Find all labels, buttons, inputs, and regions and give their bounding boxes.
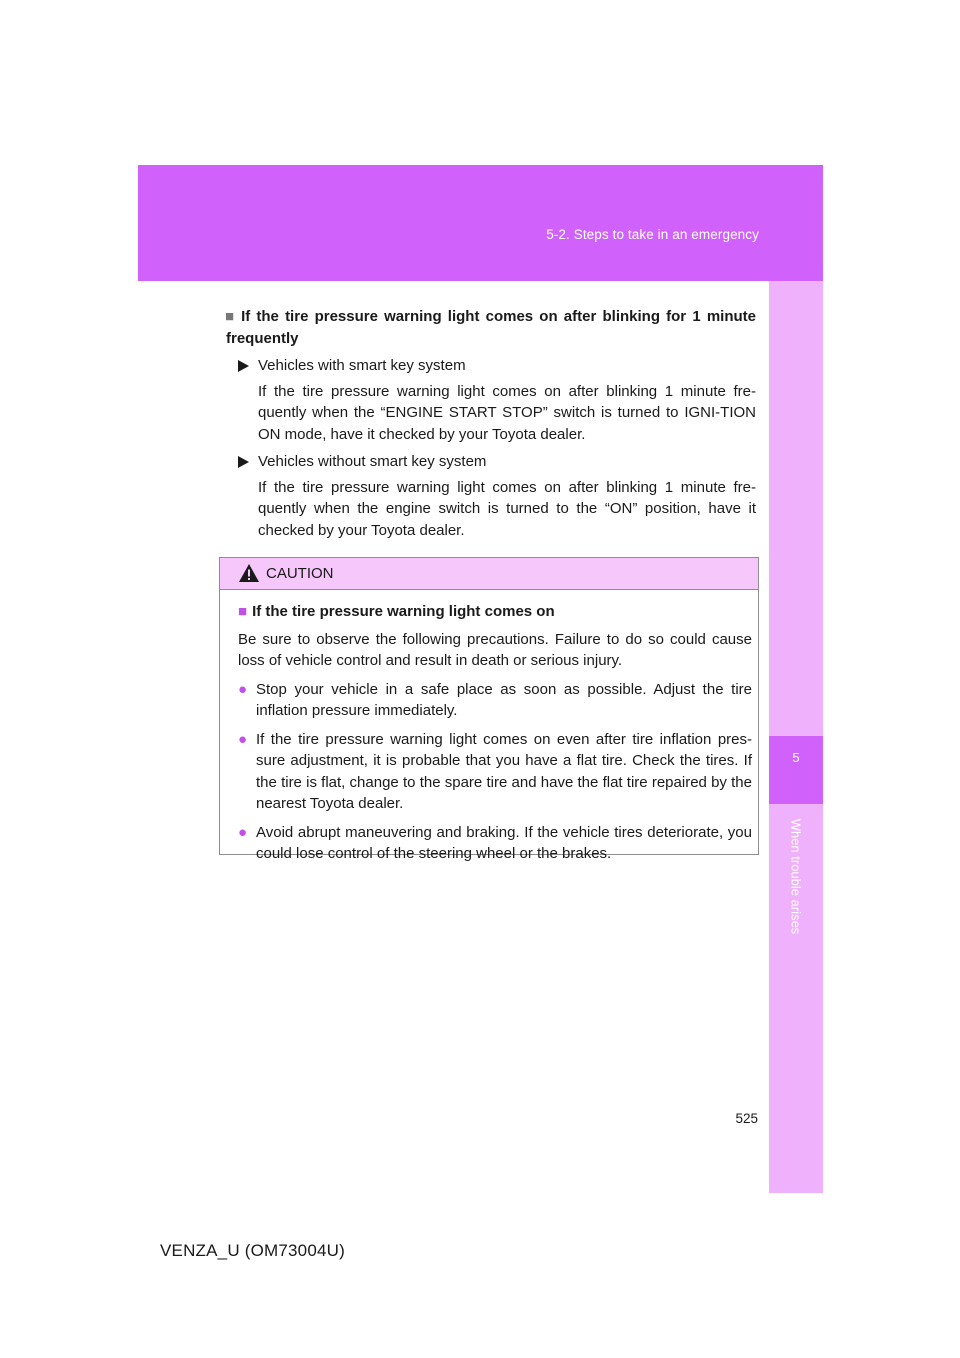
circle-bullet-icon: ● [238, 680, 248, 698]
section-breadcrumb: 5-2. Steps to take in an emergency [546, 227, 759, 242]
variant-no-smart-key [226, 451, 756, 541]
square-bullet-icon: ■ [238, 603, 248, 620]
circle-bullet-icon: ● [238, 730, 248, 748]
chapter-label-container [777, 808, 815, 944]
caution-bullet [238, 679, 752, 722]
header-band [138, 165, 823, 281]
variant-smart-key [226, 355, 756, 445]
caution-bullet [238, 822, 752, 865]
page-number: 525 [735, 1111, 758, 1126]
main-content [226, 306, 756, 541]
caution-box [219, 557, 759, 862]
variant-title [226, 451, 756, 473]
document-code: VENZA_U (OM73004U) [160, 1241, 345, 1260]
section-heading-text: If the tire pressure warning light comes on after blinking for 1 minute frequently [226, 308, 756, 347]
variant-title [226, 355, 756, 377]
variant-body: If the tire pressure warning light comes on after blinking 1 minute fre-quently when the engine switch is turned to the “ON” position, have it checked by your Toyota dealer. [258, 478, 756, 539]
caution-bullet-text: Avoid abrupt maneuvering and braking. If the vehicle tires deteriorate, you could lose control of the steering wheel or the brakes. [256, 823, 752, 862]
caution-heading [238, 601, 752, 623]
warning-triangle-icon [238, 563, 260, 583]
variant-title-text: Vehicles without smart key system [258, 453, 487, 470]
triangle-arrow-icon [238, 456, 249, 468]
caution-bullet [238, 729, 752, 815]
caution-header [220, 558, 758, 590]
caution-title: CAUTION [266, 565, 334, 582]
caution-bullet-text: If the tire pressure warning light comes on even after tire inflation pres-sure adjustment, it is probable that you have a flat tire. Check the tires. If the tire is flat, change to the spare tire and have the flat tire repaired by the nearest Toyota dealer. [256, 730, 752, 812]
square-bullet-icon: ■ [225, 308, 237, 325]
triangle-arrow-icon [238, 360, 249, 372]
chapter-label: When trouble arises [788, 818, 804, 934]
caution-heading-text: If the tire pressure warning light comes on [252, 603, 555, 620]
caution-bullet-text: Stop your vehicle in a safe place as soon as possible. Adjust the tire inflation pressure immediately. [256, 680, 752, 719]
caution-intro: Be sure to observe the following precautions. Failure to do so could cause loss of vehicle control and result in death or serious injury. [238, 630, 752, 669]
chapter-number: 5 [792, 750, 800, 765]
side-tab-chapter [769, 736, 823, 804]
section-heading [226, 306, 756, 349]
variant-title-text: Vehicles with smart key system [258, 357, 466, 374]
circle-bullet-icon: ● [238, 823, 248, 841]
caution-body [220, 590, 758, 865]
variant-body: If the tire pressure warning light comes on after blinking 1 minute fre-quently when the “ENGINE START STOP” switch is turned to IGNI-TION ON mode, have it checked by your Toyota dealer. [258, 382, 756, 443]
